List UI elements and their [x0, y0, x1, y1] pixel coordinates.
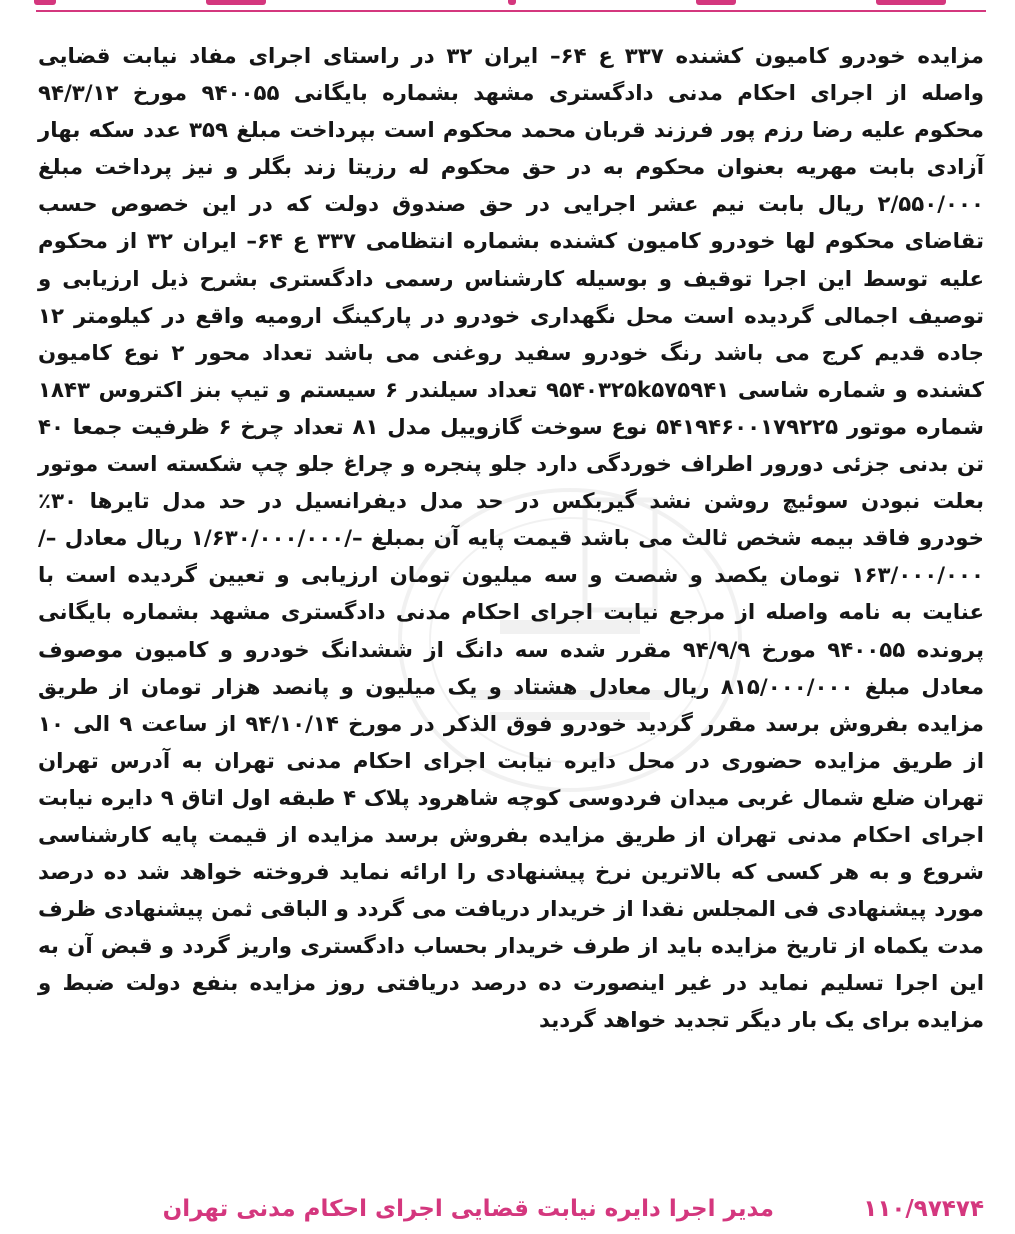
notice-code: ۱۱۰/۹۷۴۷۴ — [863, 1196, 984, 1222]
clipped-heading-fragment — [696, 0, 736, 5]
auction-notice-body: مزایده خودرو کامیون کشنده ۳۳۷ ع ۶۴– ایران ۳۲ در راستای اجرای مفاد نیابت قضایی واصله از اجرای احکام مدنی دادگستری مشهد بشماره بایگانی ۹۴۰۰۵۵ مورخ ۹۴/۳/۱۲ محکوم علیه رضا رزم پور فرزند قربان محمد محکوم است بپرداخت مبلغ ۳۵۹ عدد سکه بهار آزادی بابت مهریه بعنوان محکوم به در حق محکوم له رزیتا زند بگلر و نیز پرداخت مبلغ ۲/۵۵۰/۰۰۰ ریال بابت نیم عشر اجرایی در حق صندوق دولت که در این خصوص حسب تقاضای محکوم لها خودرو کامیون کشنده بشماره انتظامی ۳۳۷ ع ۶۴– ایران ۳۲ از محکوم علیه توسط این اجرا توقیف و بوسیله کارشناس رسمی دادگستری بشرح ذیل ارزیابی و توصیف اجمالی گردیده است محل نگهداری خودرو در پارکینگ ارومیه واقع در کیلومتر ۱۲ جاده قدیم کرج می باشد رنگ خودرو سفید روغنی می باشد تعداد محور ۲ نوع کامیون کشنده و شماره شاسی ۹۵۴۰۳۲۵k۵۷۵۹۴۱ تعداد سیلندر ۶ سیستم و تیپ بنز اکتروس ۱۸۴۳ شماره موتور ۵۴۱۹۴۶۰۰۱۷۹۲۲۵ نوع سوخت گازوییل مدل ۸۱ تعداد چرخ ۶ ظرفیت جمعا ۴۰ تن بدنی جزئی دورور اطراف خوردگی دارد جلو پنجره و چراغ جلو چپ شکسته است موتور بعلت نبودن سوئیچ روشن نشد گیربکس در حد مدل دیفرانسیل در حد مدل تایرها ۳۰٪ خودرو فاقد بیمه شخص ثالث می باشد قیمت پایه آن بمبلغ –/۱/۶۳۰/۰۰۰/۰۰۰ ریال معادل –/۱۶۳/۰۰۰/۰۰۰ تومان یکصد و شصت و سه میلیون تومان ارزیابی و تعیین گردیده است با عنایت به نامه واصله از مرجع نیابت اجرای احکام مدنی دادگستری مشهد بشماره بایگانی پرونده ۹۴۰۰۵۵ مورخ ۹۴/۹/۹ مقرر شده سه دانگ از ششدانگ خودرو و کامیون موصوف معادل مبلغ ۸۱۵/۰۰۰/۰۰۰ ریال معادل هشتاد و یک میلیون و پانصد هزار تومان از طریق مزایده بفروش برسد مقرر گردید خودرو فوق الذکر در مورخ ۹۴/۱۰/۱۴ از ساعت ۹ الی ۱۰ از طریق مزایده حضوری در محل دایره نیابت اجرای احکام مدنی تهران به آدرس تهران تهران ضلع شمال غربی میدان فردوسی کوچه شاهرود پلاک ۴ طبقه اول اتاق ۹ دایره نیابت اجرای احکام مدنی تهران از طریق مزایده بفروش برسد مزایده از قیمت پایه کارشناسی شروع و به هر کسی که بالاترین نرخ پیشنهادی را ارائه نماید فروخته خواهد شد ده درصد مورد پیشنهادی فی المجلس نقدا از خریدار دریافت می گردد و الباقی ثمن پیشنهادی ظرف مدت یکماه از تاریخ مزایده باید از طرف خریدار بحساب دادگستری واریز گردد و قبض آن به این اجرا تسلیم نماید در غیر اینصورت ده درصد دریافتی روز مزایده بنفع دولت ضبط و مزایده برای یک بار دیگر تجدید خواهد گردید — [38, 44, 985, 1034]
clipped-heading-fragment — [206, 0, 266, 5]
notice-signature: مدیر اجرا دایره نیابت قضایی اجرای احکام مدنی تهران — [162, 1196, 774, 1222]
notice-footer — [36, 1196, 984, 1230]
top-divider — [36, 10, 986, 12]
clipped-heading-fragment — [34, 0, 56, 5]
clipped-heading-fragment — [508, 0, 516, 5]
top-strip — [36, 0, 986, 10]
clipped-heading-fragment — [876, 0, 946, 5]
